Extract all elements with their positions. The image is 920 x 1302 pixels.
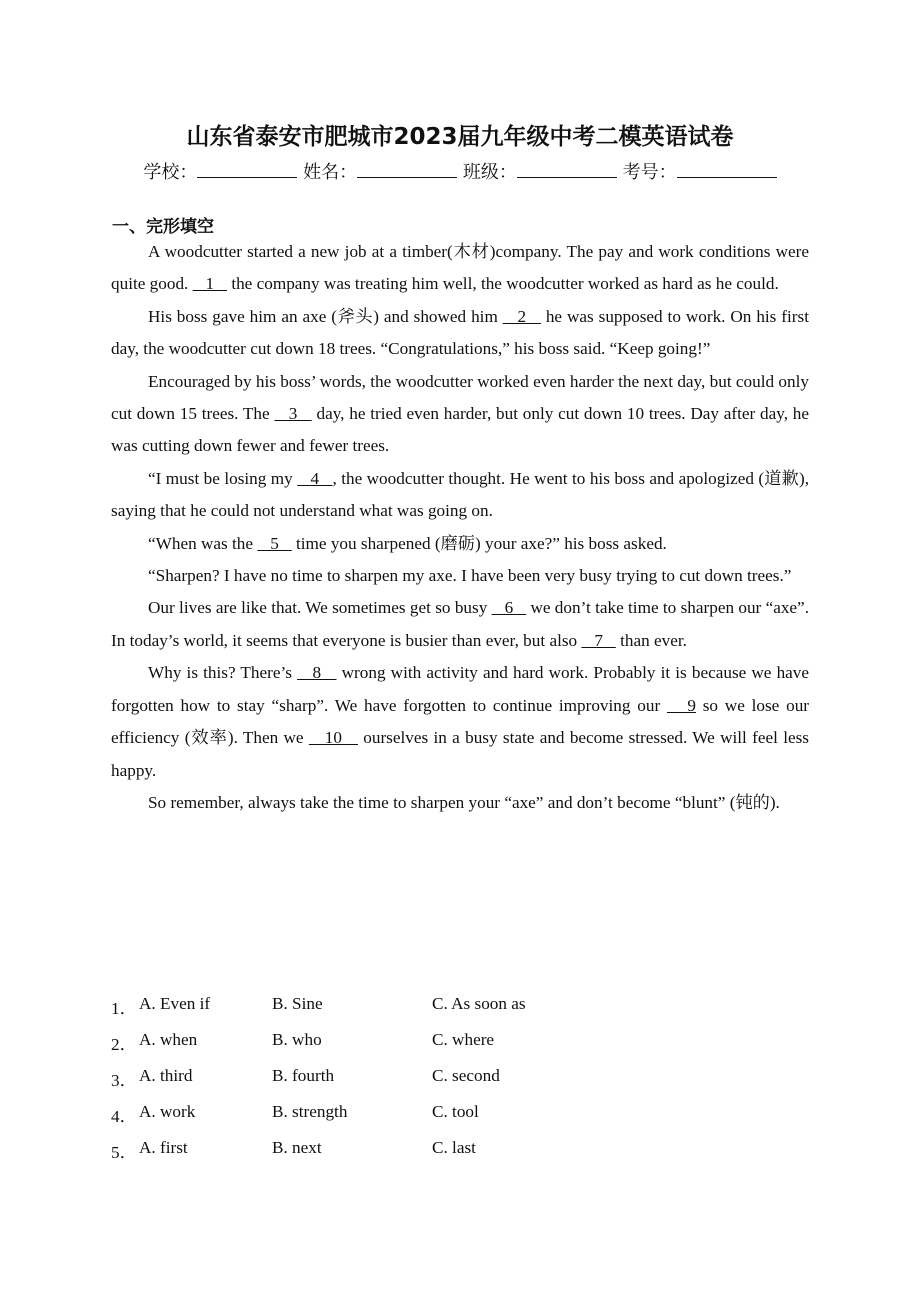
blank-2: 2 [502,306,541,326]
paragraph-6 [111,560,809,592]
option-row [111,1066,809,1102]
text: time you sharpened (磨砺) your axe?” his boss asked. [291,533,667,553]
number-label: 考号： [622,162,677,183]
name-label: 姓名： [303,162,358,183]
option-b: B. Sine [272,994,323,1013]
number-blank [677,163,777,178]
blank-5: 5 [257,533,292,553]
text: , the woodcutter thought. He went to his boss and apologized (道歉), saying that he could not understand what was going on. [111,468,809,521]
paragraph-1 [111,236,809,301]
option-a: A. work [139,1102,196,1121]
text: “Sharpen? I have no time to sharpen my axe. I have been very busy trying to cut down trees.” [148,566,792,586]
text: So remember, always take the time to sharpen your “axe” and don’t become “blunt” (钝的). [148,792,780,812]
blank-3: 3 [274,404,312,424]
blank-1: 1 [192,274,228,294]
option-row [111,1138,809,1174]
blank-4: 4 [297,468,333,488]
paragraph-3 [111,366,809,463]
class-label: 班级： [462,162,517,183]
option-b: B. who [272,1030,322,1049]
school-label: 学校： [143,162,198,183]
text: ourselves in a busy state and become stressed. We will feel less happy. [111,728,809,780]
cloze-passage [111,236,809,819]
blank-9: 9 [666,695,696,715]
paragraph-2 [111,301,809,366]
text: “When was the [148,533,258,553]
question-number: 1． [111,999,137,1018]
text: day, he tried even harder, but only cut down 10 trees. Day after day, he was cutting down fewer and fewer trees. [111,404,810,456]
class-blank [517,163,617,178]
option-row [111,994,809,1030]
blank-8: 8 [297,663,337,683]
question-number: 4． [111,1107,137,1126]
text: Encouraged by his boss’ words, the woodcutter worked even harder the next day, but could only cut down 15 trees. The [111,371,809,424]
name-blank [357,163,457,178]
option-a: A. Even if [139,994,211,1013]
option-c: C. where [432,1030,495,1049]
paragraph-9 [111,787,809,819]
option-c: C. second [432,1066,500,1085]
school-blank [197,163,297,178]
section-title: 一、完形填空 [112,217,214,237]
student-info-row [0,158,920,184]
option-a: A. when [139,1030,198,1049]
option-b: B. fourth [272,1066,335,1085]
question-number: 5． [111,1143,137,1162]
option-c: C. As soon as [432,994,526,1013]
option-b: B. strength [272,1102,348,1121]
text: “I must be losing my [148,468,298,488]
text: A woodcutter started a new job at a timber(木材)company. The pay and work conditions were quite good. [111,242,809,294]
paragraph-8 [111,657,809,787]
answer-options [111,994,809,1174]
option-row [111,1030,809,1066]
text: the company was treating him well, the woodcutter worked as hard as he could. [227,274,779,294]
option-b: B. next [272,1138,322,1157]
text: Our lives are like that. We sometimes get so busy [148,598,492,618]
text: wrong with activity and hard work. Probably it is because we have forgotten how to stay “sharp”. We have forgotten to continue improving our [111,663,810,715]
text: he was supposed to work. On his first day, the woodcutter cut down 18 trees. “Congratulations,” his boss said. “Keep going!” [111,306,809,359]
option-row [111,1102,809,1138]
blank-6: 6 [491,598,527,618]
blank-10: 10 [308,728,358,748]
option-a: A. third [139,1066,193,1085]
paragraph-7 [111,592,809,657]
option-a: A. first [139,1138,188,1157]
question-number: 3． [111,1071,137,1090]
option-c: C. last [432,1138,476,1157]
text: Why is this? There’s [148,663,298,683]
paragraph-4 [111,463,809,528]
question-number: 2． [111,1035,137,1054]
text: we don’t take time to sharpen our “axe”. In today’s world, it seems that everyone is busier than ever, but also [111,598,809,650]
blank-7: 7 [581,630,616,650]
option-c: C. tool [432,1102,479,1121]
text: His boss gave him an axe (斧头) and showed him [148,306,503,326]
exam-title: 山东省泰安市肥城市2023届九年级中考二模英语试卷 [186,124,734,150]
paragraph-5 [111,528,809,560]
text: so we lose our efficiency (效率). Then we [111,695,810,748]
text: than ever. [615,630,687,650]
